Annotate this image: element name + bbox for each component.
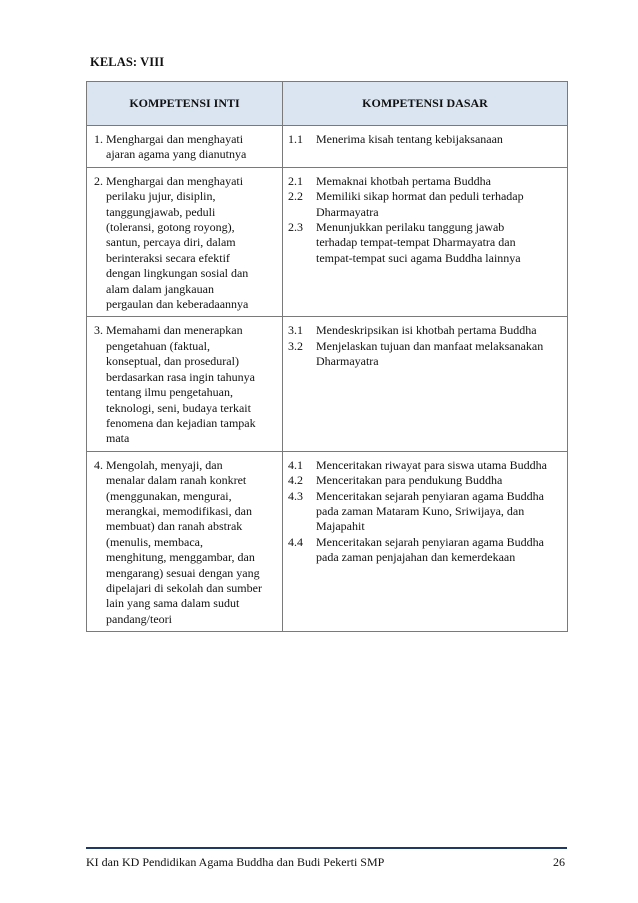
ki-line: mengarang) sesuai dengan yang [106, 565, 260, 580]
table-body [87, 126, 568, 632]
kd-number: 4.4 [288, 534, 303, 549]
kd-item [288, 339, 565, 370]
kd-text [316, 189, 565, 220]
ki-line: mata [106, 431, 130, 446]
ki-line: membuat) dan ranah abstrak [106, 519, 243, 534]
ki-item [87, 317, 282, 450]
table-header-row [87, 82, 568, 126]
ki-text [106, 323, 278, 446]
kd-list [283, 168, 567, 270]
kd-line: pada zaman penjajahan dan kemerdekaan [316, 550, 516, 565]
kd-cell [283, 126, 568, 168]
ki-cell [87, 126, 283, 168]
class-heading: KELAS: VIII [90, 55, 165, 69]
ki-line: menalar dalam ranah konkret [106, 473, 247, 488]
kd-text [316, 535, 565, 566]
kd-cell [283, 317, 568, 451]
ki-number: 2. [94, 173, 103, 188]
kd-line: Menunjukkan perilaku tanggung jawab [316, 220, 505, 235]
ki-number: 4. [94, 457, 103, 472]
ki-line: Memahami dan menerapkan [106, 323, 243, 338]
ki-line: konseptual, dan prosedural) [106, 354, 239, 369]
ki-line: berdasarkan rasa ingin tahunya [106, 369, 255, 384]
kd-item [288, 220, 565, 266]
ki-line: Mengolah, menyaji, dan [106, 457, 223, 472]
table-row [87, 451, 568, 631]
ki-line: berinteraksi secara efektif [106, 250, 230, 265]
ki-line: (toleransi, gotong royong), [106, 220, 235, 235]
kd-cell [283, 167, 568, 317]
kd-number: 2.2 [288, 189, 303, 204]
kd-number: 1.1 [288, 132, 303, 146]
kd-text [316, 473, 565, 488]
kd-number: 4.3 [288, 488, 303, 503]
kd-line: Majapahit [316, 519, 365, 534]
ki-line: lain yang sama dalam sudut [106, 596, 240, 611]
kd-list [283, 452, 567, 570]
kd-line: Memiliki sikap hormat dan peduli terhadap [316, 189, 524, 204]
kd-item [288, 489, 565, 535]
kd-number: 3.1 [288, 323, 303, 338]
kd-text [316, 339, 565, 370]
kd-item [288, 473, 565, 488]
kd-list [283, 317, 567, 373]
ki-line: pengetahuan (faktual, [106, 338, 210, 353]
ki-line: santun, percaya diri, dalam [106, 235, 236, 250]
ki-number: 1. [94, 132, 103, 146]
ki-line: Menghargai dan menghayati [106, 132, 244, 146]
ki-line: (menggunakan, mengurai, [106, 488, 232, 503]
ki-line: tanggungjawab, peduli [106, 204, 216, 219]
kd-text [316, 458, 565, 473]
table-row [87, 167, 568, 317]
kd-line: Menceritakan riwayat para siswa utama Buddha [316, 457, 547, 472]
ki-text [106, 174, 278, 313]
header-kompetensi-dasar: KOMPETENSI DASAR [283, 82, 568, 126]
ki-line: menghitung, menggambar, dan [106, 550, 255, 565]
ki-line: alam dalam jangkauan [106, 281, 214, 296]
ki-text [106, 132, 278, 163]
ki-line: fenomena dan kejadian tampak [106, 415, 256, 430]
page-footer [86, 847, 567, 870]
table-row [87, 126, 568, 168]
ki-cell [87, 317, 283, 451]
kd-text [316, 220, 565, 266]
ki-line: teknologi, seni, budaya terkait [106, 400, 251, 415]
kd-line: Menerima kisah tentang kebijaksanaan [316, 132, 503, 146]
kd-number: 4.1 [288, 457, 303, 472]
kd-cell [283, 451, 568, 631]
kd-line: Dharmayatra [316, 204, 379, 219]
kd-line: Menceritakan sejarah penyiaran agama Buddha [316, 488, 544, 503]
page-number: 26 [553, 855, 565, 869]
kd-number: 2.3 [288, 220, 303, 235]
competency-table [86, 81, 568, 632]
kd-item [288, 458, 565, 473]
kd-line: Dharmayatra [316, 354, 379, 369]
kd-item [288, 132, 565, 147]
table-row [87, 317, 568, 451]
kd-item [288, 189, 565, 220]
ki-line: Menghargai dan menghayati [106, 173, 244, 188]
kd-item [288, 174, 565, 189]
header-kompetensi-inti: KOMPETENSI INTI [87, 82, 283, 126]
kd-line: Menceritakan sejarah penyiaran agama Buddha [316, 534, 544, 549]
kd-list [283, 126, 567, 151]
kd-number: 3.2 [288, 338, 303, 353]
ki-line: pergaulan dan keberadaannya [106, 297, 249, 312]
kd-number: 4.2 [288, 473, 303, 488]
kd-item [288, 323, 565, 338]
kd-line: Memaknai khotbah pertama Buddha [316, 173, 491, 188]
ki-line: dengan lingkungan sosial dan [106, 266, 249, 281]
ki-cell [87, 167, 283, 317]
ki-text [106, 458, 278, 627]
ki-line: pandang/teori [106, 611, 172, 626]
kd-line: Mendeskripsikan isi khotbah pertama Buddha [316, 323, 537, 338]
ki-line: ajaran agama yang dianutnya [106, 147, 247, 162]
ki-item [87, 452, 282, 631]
ki-item [87, 126, 282, 167]
kd-line: Menceritakan para pendukung Buddha [316, 473, 503, 488]
ki-line: (menulis, membaca, [106, 534, 203, 549]
ki-cell [87, 451, 283, 631]
kd-number: 2.1 [288, 173, 303, 188]
kd-line: Menjelaskan tujuan dan manfaat melaksanakan [316, 338, 544, 353]
kd-text [316, 174, 565, 189]
footer-title: KI dan KD Pendidikan Agama Buddha dan Budi Pekerti SMP [86, 855, 385, 869]
kd-item [288, 535, 565, 566]
kd-line: tempat-tempat suci agama Buddha lainnya [316, 250, 521, 265]
ki-line: tentang ilmu pengetahuan, [106, 385, 233, 400]
ki-line: perilaku jujur, disiplin, [106, 189, 216, 204]
ki-line: merangkai, memodifikasi, dan [106, 503, 252, 518]
ki-number: 3. [94, 323, 103, 338]
kd-text [316, 489, 565, 535]
kd-line: terhadap tempat-tempat Dharmayatra dan [316, 235, 516, 250]
ki-item [87, 168, 282, 317]
kd-line: pada zaman Mataram Kuno, Sriwijaya, dan [316, 503, 525, 518]
ki-line: dipelajari di sekolah dan sumber [106, 580, 262, 595]
kd-text [316, 323, 565, 338]
kd-text [316, 132, 565, 147]
